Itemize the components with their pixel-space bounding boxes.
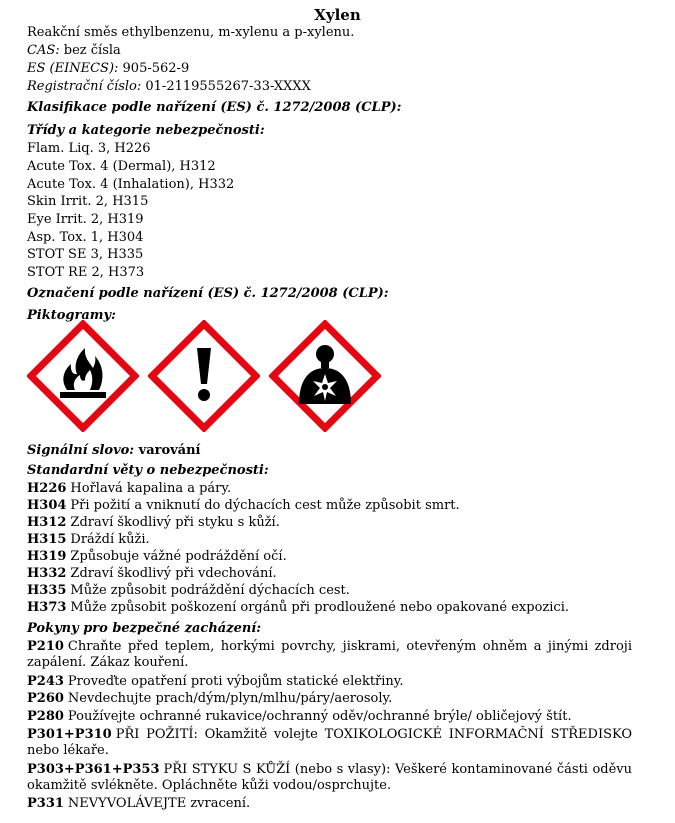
hazard-statement	[27, 480, 231, 497]
precautionary-heading: Pokyny pro bezpečné zacházení:	[27, 621, 262, 636]
precaution-text: PŘI STYKU S KŮŽÍ (nebo s vlasy): Veškeré kontaminované části oděvu okamžitě svlékněte. Opláchněte kůži vodou/osprchujte.	[27, 762, 632, 793]
hazard-class-item: STOT SE 3, H335	[27, 247, 144, 262]
hazard-text: Zdraví škodlivý při vdechování.	[70, 566, 277, 581]
cas-value: bez čísla	[59, 43, 121, 58]
precautionary-statement	[27, 639, 632, 671]
hazard-code: H319	[27, 549, 67, 564]
hazard-class-item: Skin Irrit. 2, H315	[27, 194, 149, 209]
substance-description: Reakční směs ethylbenzenu, m-xylenu a p-xylenu.	[27, 25, 355, 40]
hazard-class-item: Flam. Liq. 3, H226	[27, 141, 151, 156]
hazard-class-item: Asp. Tox. 1, H304	[27, 230, 144, 245]
es-line	[27, 60, 189, 77]
precaution-code: P303+P361+P353	[27, 762, 160, 777]
hazard-text: Způsobuje vážné podráždění očí.	[70, 549, 287, 564]
signal-word-label: Signální slovo:	[27, 443, 135, 458]
hazard-statement	[27, 514, 280, 531]
hazard-statement	[27, 565, 277, 582]
registration-label: Registrační číslo:	[27, 79, 142, 94]
hazard-class-item: Eye Irrit. 2, H319	[27, 212, 144, 227]
precautionary-statement	[27, 674, 632, 690]
es-value: 905-562-9	[118, 61, 190, 76]
flame-icon	[27, 320, 139, 432]
precaution-text: Nevdechujte prach/dým/plyn/mlhu/páry/aerosoly.	[67, 691, 393, 706]
hazard-class-item: Acute Tox. 4 (Dermal), H312	[27, 159, 216, 174]
precaution-text: NEVYVOLÁVEJTE zvracení.	[67, 796, 251, 811]
hazard-classes-heading: Třídy a kategorie nebezpečnosti:	[27, 123, 265, 138]
hazard-code: H312	[27, 515, 67, 530]
hazard-text: Může způsobit podráždění dýchacích cest.	[70, 583, 350, 598]
hazard-text: Zdraví škodlivý při styku s kůží.	[70, 515, 280, 530]
hazard-statements-heading: Standardní věty o nebezpečnosti:	[27, 463, 269, 478]
hazard-text: Hořlavá kapalina a páry.	[70, 481, 232, 496]
cas-line	[27, 42, 121, 59]
hazard-code: H373	[27, 600, 67, 615]
hazard-class-item: Acute Tox. 4 (Inhalation), H332	[27, 177, 235, 192]
health-hazard-icon	[269, 320, 381, 432]
hazard-code: H315	[27, 532, 67, 547]
registration-line	[27, 78, 311, 95]
hazard-text: Při požití a vniknutí do dýchacích cest může způsobit smrt.	[70, 498, 460, 513]
hazard-statement	[27, 599, 569, 616]
document-title: Xylen	[314, 6, 361, 24]
precaution-code: P280	[27, 709, 64, 724]
classification-heading: Klasifikace podle nařízení (ES) č. 1272/2008 (CLP):	[27, 100, 402, 115]
precaution-code: P260	[27, 691, 64, 706]
labelling-heading: Označení podle nařízení (ES) č. 1272/2008 (CLP):	[27, 286, 389, 301]
precaution-text: Proveďte opatření proti výbojům statické elektřiny.	[67, 674, 404, 689]
registration-value: 01-2119555267-33-XXXX	[141, 79, 311, 94]
es-label: ES (EINECS):	[27, 61, 119, 76]
hazard-statement	[27, 497, 460, 514]
precautionary-statement	[27, 727, 632, 759]
signal-word-value: varování	[134, 443, 201, 458]
precautionary-statement	[27, 762, 632, 794]
hazard-code: H332	[27, 566, 67, 581]
hazard-code: H335	[27, 583, 67, 598]
hazard-text: Může způsobit poškození orgánů při prodloužené nebo opakované expozici.	[70, 600, 569, 615]
precaution-code: P210	[27, 639, 64, 654]
precaution-text: PŘI POŽITÍ: Okamžitě volejte TOXIKOLOGICKÉ INFORMAČNÍ STŘEDISKO nebo lékaře.	[27, 727, 632, 758]
precaution-code: P301+P310	[27, 727, 112, 742]
precautionary-statement	[27, 691, 632, 707]
hazard-text: Dráždí kůži.	[70, 532, 150, 547]
hazard-statement	[27, 548, 287, 565]
precautionary-statement	[27, 709, 632, 725]
cas-label: CAS:	[27, 43, 60, 58]
precaution-text: Chraňte před teplem, horkými povrchy, jiskrami, otevřeným ohněm a jinými zdroji zapálení. Zákaz kouření.	[27, 639, 632, 670]
precautionary-statement	[27, 796, 632, 812]
pictograms-heading: Piktogramy:	[27, 308, 116, 323]
signal-word-line	[27, 442, 201, 459]
hazard-code: H226	[27, 481, 67, 496]
precaution-text: Používejte ochranné rukavice/ochranný oděv/ochranné brýle/ obličejový štít.	[67, 709, 572, 724]
hazard-class-item: STOT RE 2, H373	[27, 265, 145, 280]
hazard-statement	[27, 582, 350, 599]
exclamation-icon	[148, 320, 260, 432]
hazard-statement	[27, 531, 150, 548]
precaution-code: P243	[27, 674, 64, 689]
hazard-code: H304	[27, 498, 67, 513]
precaution-code: P331	[27, 796, 64, 811]
